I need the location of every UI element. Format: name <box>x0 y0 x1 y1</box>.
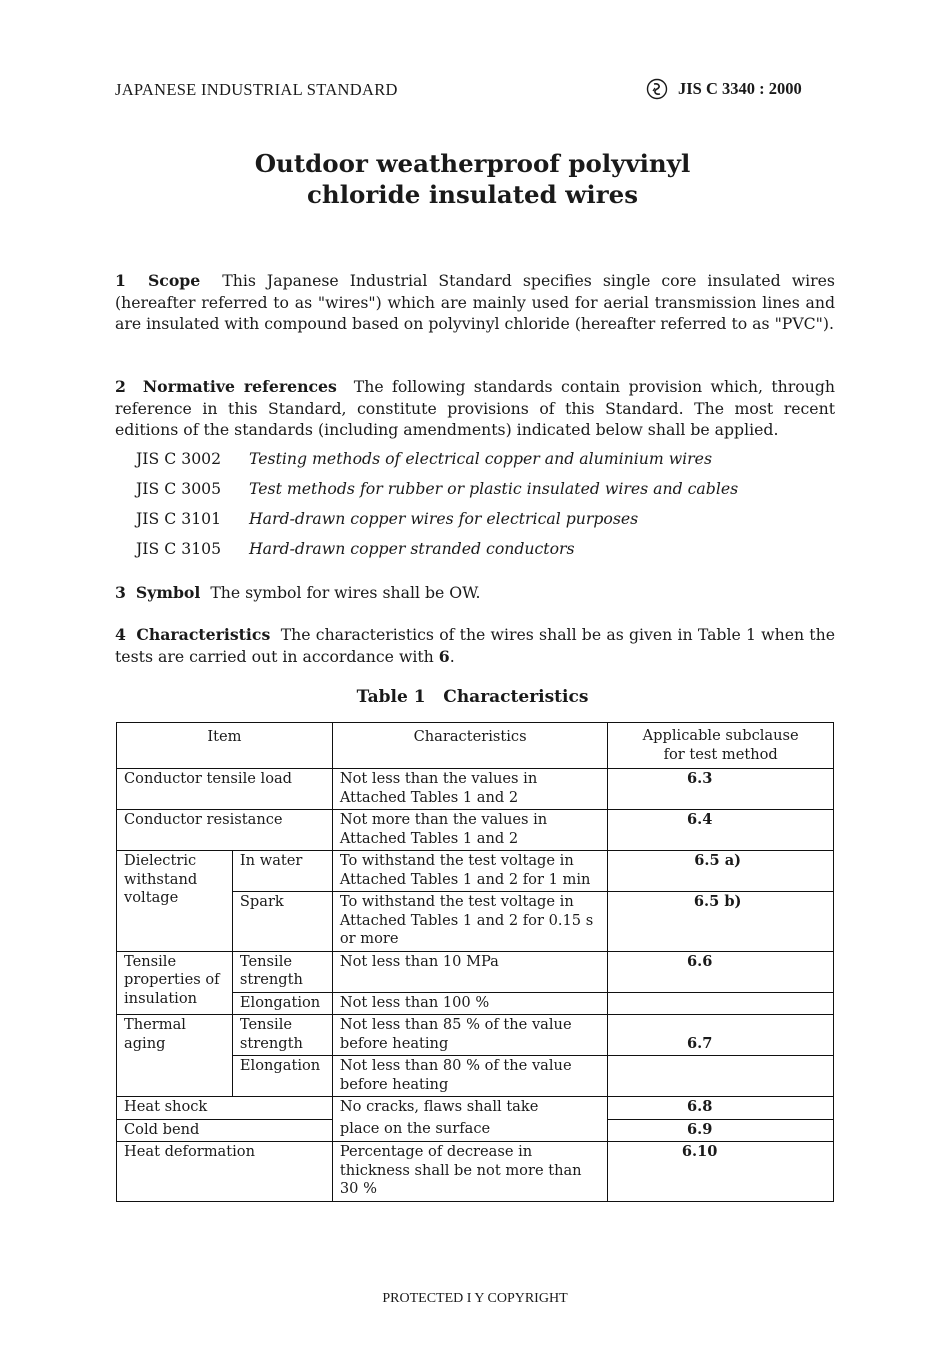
sub-item-cell: Tensile strength <box>232 1015 332 1056</box>
reference-code: JIS C 3002 <box>136 449 222 468</box>
item-cell: Thermal aging <box>117 1015 233 1097</box>
sub-item-cell: In water <box>232 851 332 892</box>
subclause-suffix: b) <box>724 893 742 910</box>
standard-label: JAPANESE INDUSTRIAL STANDARD <box>115 80 398 99</box>
item-cell: Heat deformation <box>117 1142 333 1202</box>
characteristics-cell: To withstand the test voltage in Attached Tables 1 and 2 for 0.15 s or more <box>332 892 607 952</box>
reference-item <box>136 449 738 479</box>
reference-code: JIS C 3005 <box>136 479 222 498</box>
reference-title: Hard-drawn copper wires for electrical purposes <box>249 509 639 528</box>
header-item: Item <box>117 723 333 769</box>
standard-code <box>646 78 802 100</box>
reference-item <box>136 479 738 509</box>
subclause-cell: 6.7 <box>608 1015 834 1056</box>
characteristics-cell: Percentage of decrease in thickness shall be not more than 30 % <box>332 1142 607 1202</box>
characteristics-cell: Not less than 100 % <box>332 992 607 1015</box>
table-row <box>117 810 834 851</box>
characteristics-text: The characteristics of the wires shall be as given in Table 1 when the tests are carried out in accordance with <box>115 625 835 666</box>
subclause-cell: 6.3 <box>608 769 834 810</box>
symbol-text: The symbol for wires shall be OW. <box>210 583 481 602</box>
reference-item <box>136 539 738 569</box>
item-cell: Conductor tensile load <box>117 769 333 810</box>
characteristics-period: . <box>449 646 455 666</box>
table-row <box>117 1015 834 1056</box>
reference-title: Testing methods of electrical copper and aluminium wires <box>249 449 712 468</box>
characteristics-heading: Characteristics <box>136 625 271 644</box>
sub-item-cell: Elongation <box>232 992 332 1015</box>
subclause-cell <box>608 892 834 952</box>
sub-item-cell: Elongation <box>232 1056 332 1097</box>
item-cell: Dielectric withstand voltage <box>117 851 233 952</box>
characteristics-cell: No cracks, flaws shall take <box>332 1097 607 1120</box>
table-row <box>117 951 834 992</box>
characteristics-cell: Not less than 85 % of the value before heating <box>332 1015 607 1056</box>
subclause-cell-empty <box>608 1056 834 1097</box>
header-subclause: Applicable subclause for test method <box>608 723 834 769</box>
table-row <box>117 1097 834 1120</box>
reference-title: Hard-drawn copper stranded conductors <box>249 539 575 558</box>
reference-title: Test methods for rubber or plastic insulated wires and cables <box>249 479 739 498</box>
table-caption <box>0 687 945 707</box>
characteristics-cell: To withstand the test voltage in Attached Tables 1 and 2 for 1 min <box>332 851 607 892</box>
table-caption-label: Table 1 <box>356 687 426 707</box>
table-row <box>117 769 834 810</box>
subclause-cell: 6.9 <box>608 1119 834 1142</box>
characteristics-cell: Not less than 80 % of the value before heating <box>332 1056 607 1097</box>
characteristics-number: 4 <box>115 625 126 644</box>
section-scope <box>115 270 835 335</box>
sub-item-cell: Spark <box>232 892 332 952</box>
section-normative-references <box>115 376 835 441</box>
item-cell: Tensile properties of insulation <box>117 951 233 1015</box>
table-header-row <box>117 723 834 769</box>
jis-mark-icon <box>646 78 668 100</box>
characteristics-cell: Not less than 10 MPa <box>332 951 607 992</box>
subclause-cell: 6.4 <box>608 810 834 851</box>
normative-number: 2 <box>115 377 126 396</box>
reference-item <box>136 509 738 539</box>
copyright-footer: PROTECTED I Y COPYRIGHT <box>382 1291 568 1306</box>
section-characteristics <box>115 624 835 667</box>
characteristics-cell: place on the surface <box>332 1119 607 1142</box>
reference-list <box>136 449 738 569</box>
item-cell: Cold bend <box>117 1119 333 1142</box>
characteristics-cell: Not less than the values in Attached Tables 1 and 2 <box>332 769 607 810</box>
section-symbol <box>115 582 835 604</box>
subclause-cell <box>608 851 834 892</box>
characteristics-clause-ref: 6 <box>438 646 450 666</box>
subclause-cell: 6.6 <box>608 951 834 992</box>
item-cell: Heat shock <box>117 1097 333 1120</box>
normative-text: The following standards contain provision which, through reference in this Standard, constitute provisions of this Standard. The most recent editions of the standards (including amendments) indicated below shall be applied. <box>115 377 835 439</box>
reference-code: JIS C 3105 <box>136 539 222 558</box>
title-line-1: Outdoor weatherproof polyvinyl <box>254 149 691 178</box>
reference-code: JIS C 3101 <box>136 509 222 528</box>
scope-text: This Japanese Industrial Standard specifies single core insulated wires (hereafter referred to as "wires") which are mainly used for aerial transmission lines and are insulated with compound based on polyvinyl chloride (hereafter referred to as "PVC"). <box>115 271 835 333</box>
subclause-number: 6.5 <box>693 893 720 910</box>
table-caption-title: Characteristics <box>443 687 589 707</box>
subclause-number: 6.5 <box>694 852 720 869</box>
symbol-number: 3 <box>115 583 126 602</box>
characteristics-table <box>116 722 834 1202</box>
table-row <box>117 851 834 892</box>
subclause-cell-empty <box>608 992 834 1015</box>
sub-item-cell: Tensile strength <box>232 951 332 992</box>
header-characteristics: Characteristics <box>332 723 607 769</box>
characteristics-cell: Not more than the values in Attached Tables 1 and 2 <box>332 810 607 851</box>
scope-number: 1 <box>115 271 126 290</box>
jis-code: JIS C 3340 : 2000 <box>678 79 802 98</box>
scope-heading: Scope <box>147 271 201 290</box>
normative-heading: Normative references <box>142 377 337 396</box>
document-title <box>0 148 945 210</box>
table-row <box>117 1142 834 1202</box>
table-row <box>117 1119 834 1142</box>
subclause-suffix: a) <box>724 852 742 869</box>
subclause-cell: 6.8 <box>608 1097 834 1120</box>
title-line-2: chloride insulated wires <box>306 180 638 209</box>
item-cell: Conductor resistance <box>117 810 333 851</box>
subclause-cell: 6.10 <box>608 1142 834 1202</box>
symbol-heading: Symbol <box>135 583 201 602</box>
